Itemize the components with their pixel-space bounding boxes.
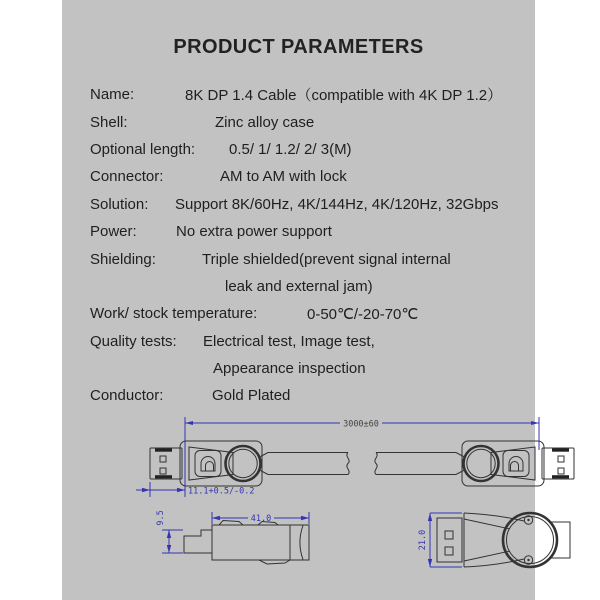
spec-row-continuation — [90, 355, 527, 382]
technical-drawing — [124, 410, 597, 600]
spec-label: Optional length: — [90, 140, 196, 158]
spec-row-continuation — [90, 273, 527, 300]
spec-label: Connector: — [90, 168, 164, 186]
spec-row — [90, 191, 527, 218]
dp-logo-icon — [195, 451, 221, 477]
dp-connector-left — [150, 441, 349, 486]
spec-value: Gold Plated — [212, 387, 291, 405]
dimension-connector-length: 41.0 — [250, 514, 272, 524]
spec-row — [90, 163, 527, 190]
spec-label: Quality tests: — [90, 332, 177, 350]
spec-row — [90, 300, 527, 327]
spec-row — [90, 136, 527, 163]
spec-value: No extra power support — [176, 223, 332, 241]
spec-label: Shell: — [90, 113, 128, 131]
spec-label: Name: — [90, 86, 135, 104]
dimension-plug-height: 9.5 — [156, 510, 166, 526]
spec-row — [90, 81, 527, 108]
spec-value: 0.5/ 1/ 1.2/ 2/ 3(M) — [229, 140, 352, 158]
spec-value: Zinc alloy case — [215, 113, 315, 131]
spec-label: Conductor: — [90, 387, 164, 405]
spec-value: Triple shielded(prevent signal internal — [202, 250, 451, 268]
page-title: PRODUCT PARAMETERS — [173, 36, 424, 58]
spec-row — [90, 245, 527, 272]
spec-value: 0-50℃/-20-70℃ — [307, 305, 419, 323]
spec-value: 8K DP 1.4 Cable（compatible with 4K DP 1.2） — [185, 87, 503, 105]
spec-value: Electrical test, Image test, — [203, 332, 375, 350]
spec-row — [90, 382, 527, 409]
spec-value: AM to AM with lock — [220, 168, 347, 186]
product-parameters-panel — [62, 0, 535, 600]
spec-row — [90, 328, 527, 355]
spec-value: Appearance inspection — [213, 360, 366, 378]
spec-label: Solution: — [90, 195, 149, 213]
spec-label: Work/ stock temperature: — [90, 305, 258, 323]
spec-value: leak and external jam) — [225, 277, 373, 295]
side-view-drawing — [184, 521, 309, 565]
dimension-connector-width: 21.0 — [418, 529, 428, 551]
spec-row — [90, 108, 527, 135]
spec-value: Support 8K/60Hz, 4K/144Hz, 4K/120Hz, 32Gbps — [175, 195, 499, 213]
dp-connector-right — [375, 441, 574, 486]
spec-row — [90, 218, 527, 245]
spec-table — [90, 81, 527, 410]
spec-label: Power: — [90, 223, 137, 241]
top-view-drawing — [437, 513, 570, 567]
spec-label: Shielding: — [90, 250, 156, 268]
dimension-total-length: 3000±60 — [343, 419, 379, 430]
dimension-plug-length: 11.1+0.5/-0.2 — [188, 486, 255, 497]
